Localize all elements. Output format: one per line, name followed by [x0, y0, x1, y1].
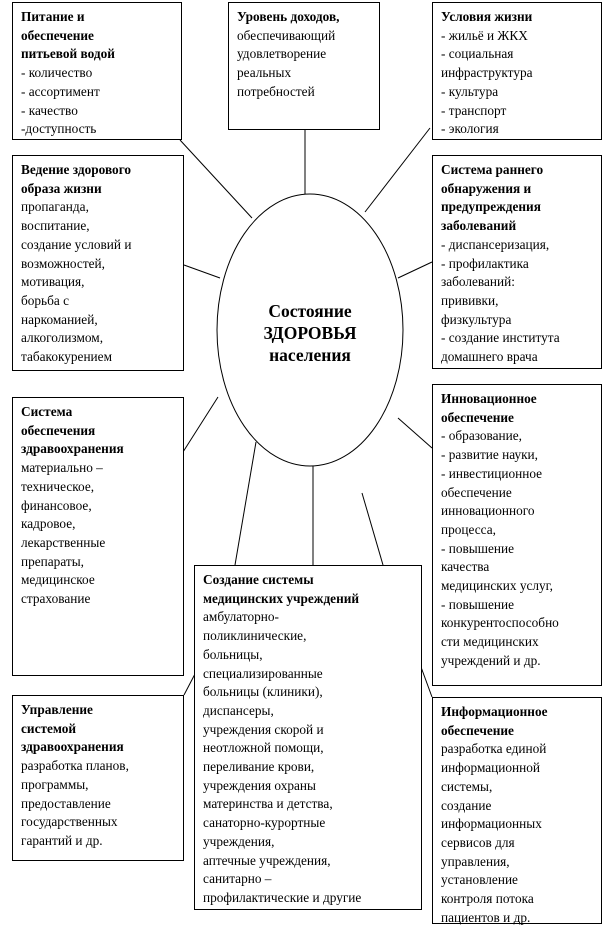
list-item: воспитание, [21, 218, 90, 234]
list-item: предоставление [21, 795, 111, 811]
box-title [237, 8, 373, 27]
list-item: медицинское [21, 572, 95, 588]
list-item: - образование, [441, 428, 523, 444]
center-line: ЗДОРОВЬЯ [263, 323, 357, 343]
list-item: программы, [21, 776, 89, 792]
box-title [21, 701, 177, 757]
box-items [441, 236, 595, 367]
box-items [21, 198, 177, 366]
title-line: обеспечение [21, 27, 94, 43]
box-early-detection [432, 155, 602, 369]
box-title [21, 403, 177, 459]
list-item: сти медицинских [441, 634, 539, 650]
title-line: Система раннего [441, 162, 544, 177]
list-item: учреждения скорой и [203, 721, 324, 737]
list-item: финансовое, [21, 497, 92, 513]
box-items [21, 459, 177, 609]
title-line: заболеваний [441, 218, 517, 234]
list-item: -доступность [21, 121, 97, 137]
title-line: Инновационное [441, 391, 537, 406]
list-item: диспансеры, [203, 702, 274, 718]
list-item: - количество [21, 65, 93, 81]
title-line: питьевой водой [21, 46, 115, 62]
list-item: домашнего врача [441, 349, 538, 365]
list-item: - развитие науки, [441, 447, 538, 463]
box-nutrition [12, 2, 182, 140]
box-title [441, 161, 595, 236]
list-item: - повышение [441, 596, 515, 612]
connector-healthy-lifestyle [184, 265, 220, 278]
list-item: информационных [441, 816, 542, 832]
title-line: системой [21, 720, 77, 736]
box-title [441, 8, 595, 27]
list-item: борьба с [21, 292, 70, 308]
title-line: обеспечение [441, 722, 514, 738]
list-item: - экология [441, 121, 499, 137]
list-item: - ассортимент [21, 83, 100, 99]
box-income [228, 2, 380, 130]
list-item: - профилактика [441, 255, 529, 271]
list-item: потребностей [237, 83, 315, 99]
title-line: обнаружения и [441, 180, 532, 196]
connector-information [421, 667, 432, 697]
box-items [21, 757, 177, 851]
list-item: поликлинические, [203, 628, 307, 644]
list-item: - культура [441, 83, 499, 99]
list-item: - социальная [441, 46, 514, 62]
list-item: материнства и детства, [203, 796, 333, 812]
connector-healthcare-system [183, 397, 218, 452]
list-item: - качество [21, 102, 78, 118]
box-living [432, 2, 602, 140]
center-line: населения [269, 345, 351, 365]
list-item: создание [441, 797, 492, 813]
list-item: процесса, [441, 521, 496, 537]
list-item: управления, [441, 853, 510, 869]
list-item: техническое, [21, 478, 95, 494]
list-item: - диспансеризация, [441, 236, 550, 252]
list-item: сервисов для [441, 834, 515, 850]
box-title [441, 703, 595, 740]
list-item: мотивация, [21, 274, 85, 290]
list-item: алкоголизмом, [21, 330, 104, 346]
title-line: Условия жизни [441, 9, 533, 24]
title-line: Информационное [441, 704, 548, 719]
list-item: лекарственные [21, 534, 106, 550]
connector-innovation [398, 418, 432, 448]
box-title [203, 571, 415, 608]
list-item: контроля потока [441, 891, 534, 907]
box-items [441, 27, 595, 139]
box-title [21, 161, 177, 198]
list-item: учреждений и др. [441, 652, 541, 668]
box-title [21, 8, 175, 64]
list-item: амбулаторно- [203, 609, 279, 625]
list-item: учреждения охраны [203, 777, 316, 793]
title-line: обеспечения [21, 422, 96, 438]
box-management [12, 695, 184, 861]
title-line: Создание системы [203, 572, 314, 587]
title-line: здравоохранения [21, 739, 124, 755]
title-line: Система [21, 404, 73, 419]
box-items [237, 27, 373, 102]
center-label [218, 300, 402, 366]
list-item: инновационного [441, 503, 535, 519]
title-line: предупреждения [441, 199, 541, 215]
box-title [441, 390, 595, 427]
list-item: профилактические и другие [203, 889, 362, 905]
list-item: санитарно – [203, 871, 272, 887]
box-information [432, 697, 602, 924]
list-item: табакокурением [21, 349, 112, 365]
box-innovation [432, 384, 602, 686]
box-items [441, 740, 595, 927]
list-item: заболеваний: [441, 274, 515, 290]
title-line: Уровень доходов, [237, 9, 340, 24]
list-item: разработка единой [441, 741, 547, 757]
list-item: препараты, [21, 553, 84, 569]
list-item: медицинских услуг, [441, 578, 553, 594]
list-item: - жильё и ЖКХ [441, 27, 528, 43]
list-item: пропаганда, [21, 199, 89, 215]
center-line: Состояние [268, 301, 352, 321]
list-item: материально – [21, 460, 103, 476]
list-item: санаторно-курортные [203, 815, 326, 831]
list-item: реальных [237, 65, 292, 81]
title-line: здравоохранения [21, 441, 124, 457]
list-item: больницы, [203, 646, 263, 662]
list-item: государственных [21, 814, 118, 830]
list-item: специализированные [203, 665, 323, 681]
list-item: обеспечивающий [237, 27, 336, 43]
list-item: больницы (клиники), [203, 684, 323, 700]
title-line: обеспечение [441, 409, 514, 425]
connector-living [365, 128, 430, 212]
list-item: переливание крови, [203, 759, 315, 775]
list-item: качества [441, 559, 490, 575]
list-item: - инвестиционное [441, 465, 543, 481]
list-item: аптечные учреждения, [203, 852, 331, 868]
list-item: кадровое, [21, 516, 76, 532]
connector-nutrition [180, 140, 252, 218]
title-line: медицинских учреждений [203, 590, 360, 606]
title-line: образа жизни [21, 180, 102, 196]
list-item: конкурентоспособно [441, 615, 559, 631]
connector-early-detection [398, 262, 432, 278]
box-items [21, 64, 175, 139]
connector-med-right [362, 493, 383, 565]
list-item: разработка планов, [21, 758, 129, 774]
box-items [203, 608, 415, 907]
list-item: учреждения, [203, 833, 275, 849]
title-line: Ведение здорового [21, 162, 132, 177]
list-item: страхование [21, 591, 91, 607]
box-healthcare-system [12, 397, 184, 676]
box-medical-institutions [194, 565, 422, 910]
title-line: Питание и [21, 9, 85, 24]
list-item: информационной [441, 760, 541, 776]
list-item: установление [441, 872, 518, 888]
box-healthy-lifestyle [12, 155, 184, 371]
list-item: создание условий и [21, 236, 132, 252]
list-item: - создание института [441, 330, 560, 346]
box-items [441, 427, 595, 670]
list-item: - повышение [441, 540, 515, 556]
list-item: - транспорт [441, 102, 507, 118]
list-item: наркоманией, [21, 311, 98, 327]
list-item: пациентов и др. [441, 909, 531, 925]
list-item: удовлетворение [237, 46, 327, 62]
list-item: неотложной помощи, [203, 740, 324, 756]
list-item: инфраструктура [441, 65, 533, 81]
list-item: гарантий и др. [21, 832, 103, 848]
list-item: системы, [441, 778, 493, 794]
connector-med-left [235, 442, 256, 565]
list-item: обеспечение [441, 484, 512, 500]
list-item: физкультура [441, 311, 512, 327]
title-line: Управление [21, 702, 93, 717]
list-item: прививки, [441, 292, 499, 308]
list-item: возможностей, [21, 255, 105, 271]
